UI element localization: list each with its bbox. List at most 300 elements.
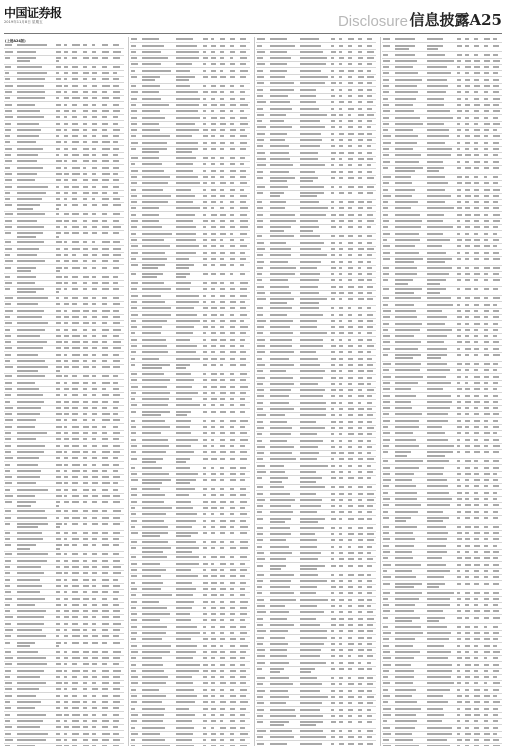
table-cell bbox=[348, 345, 353, 347]
table-cell bbox=[83, 438, 87, 440]
table-cell bbox=[17, 623, 44, 625]
table-cell bbox=[493, 592, 499, 594]
table-cell bbox=[142, 482, 162, 484]
table-cell bbox=[331, 63, 334, 65]
table-cell bbox=[211, 38, 214, 40]
table-cell bbox=[64, 720, 67, 722]
table-cell bbox=[142, 645, 171, 647]
table-cell bbox=[270, 242, 286, 244]
table-cell bbox=[484, 576, 488, 578]
table-cell bbox=[358, 133, 364, 135]
table-cell bbox=[211, 626, 215, 628]
table-cell bbox=[348, 332, 353, 334]
table-cell bbox=[72, 303, 77, 305]
table-cell bbox=[395, 167, 423, 169]
table-cell bbox=[5, 604, 10, 606]
table-cell bbox=[257, 133, 265, 135]
table-cell bbox=[465, 645, 470, 647]
table-cell bbox=[240, 720, 245, 722]
table-cell bbox=[203, 547, 207, 549]
table-cell bbox=[102, 123, 108, 125]
table-cell bbox=[5, 470, 10, 472]
table-cell bbox=[358, 45, 362, 47]
table-cell bbox=[367, 649, 372, 651]
table-cell bbox=[465, 638, 470, 640]
table-cell bbox=[465, 38, 469, 40]
table-cell bbox=[211, 117, 217, 119]
table-cell bbox=[56, 370, 60, 372]
table-cell bbox=[395, 323, 422, 325]
table-cell bbox=[270, 599, 296, 601]
table-cell bbox=[211, 582, 217, 584]
table-cell bbox=[113, 78, 119, 80]
table-cell bbox=[211, 195, 216, 197]
table-cell bbox=[176, 520, 196, 522]
table-cell bbox=[474, 682, 478, 684]
table-cell bbox=[427, 279, 446, 281]
table-cell bbox=[465, 504, 471, 506]
table-cell bbox=[383, 117, 389, 119]
table-cell bbox=[64, 66, 68, 68]
table-cell bbox=[427, 532, 448, 534]
table-cell bbox=[240, 332, 246, 334]
table-cell bbox=[131, 619, 137, 621]
table-cell bbox=[220, 733, 224, 735]
table-cell bbox=[92, 510, 98, 512]
table-cell bbox=[230, 38, 235, 40]
table-cell bbox=[220, 501, 226, 503]
table-cell bbox=[176, 201, 193, 203]
table-cell bbox=[203, 104, 207, 106]
table-cell bbox=[64, 310, 67, 312]
table-cell bbox=[17, 733, 48, 735]
table-cell bbox=[493, 297, 500, 299]
table-cell bbox=[270, 624, 294, 626]
table-cell bbox=[92, 517, 97, 519]
table-cell bbox=[220, 76, 226, 78]
table-cell bbox=[142, 701, 162, 703]
table-cell bbox=[395, 357, 413, 359]
table-cell bbox=[240, 541, 248, 543]
table-row bbox=[4, 265, 124, 274]
table-cell bbox=[348, 51, 352, 53]
table-cell bbox=[83, 407, 88, 409]
table-cell bbox=[83, 360, 87, 362]
table-cell bbox=[358, 518, 364, 520]
table-cell bbox=[395, 592, 422, 594]
table-cell bbox=[17, 388, 39, 390]
table-cell bbox=[72, 382, 79, 384]
table-cell bbox=[367, 242, 372, 244]
table-cell bbox=[484, 233, 488, 235]
table-cell bbox=[457, 592, 460, 594]
table-cell bbox=[203, 157, 208, 159]
table-cell bbox=[5, 316, 10, 318]
table-cell bbox=[300, 76, 328, 78]
table-cell bbox=[203, 420, 206, 422]
table-cell bbox=[176, 575, 198, 577]
table-cell bbox=[113, 226, 121, 228]
table-cell bbox=[270, 505, 291, 507]
table-cell bbox=[331, 370, 336, 372]
table-cell bbox=[300, 721, 323, 723]
table-cell bbox=[83, 66, 87, 68]
table-cell bbox=[203, 670, 208, 672]
table-cell bbox=[457, 220, 460, 222]
table-cell bbox=[64, 341, 68, 343]
table-cell bbox=[358, 736, 362, 738]
table-cell bbox=[358, 171, 362, 173]
table-cell bbox=[474, 273, 480, 275]
table-cell bbox=[474, 604, 478, 606]
table-cell bbox=[257, 662, 265, 664]
table-cell bbox=[211, 420, 215, 422]
table-cell bbox=[270, 618, 287, 620]
table-cell bbox=[72, 57, 77, 59]
table-cell bbox=[367, 643, 372, 645]
table-cell bbox=[220, 520, 226, 522]
table-cell bbox=[203, 745, 206, 746]
table-cell bbox=[484, 388, 488, 390]
table-row bbox=[4, 744, 124, 746]
table-cell bbox=[358, 696, 362, 698]
table-cell bbox=[383, 664, 391, 666]
table-cell bbox=[383, 135, 391, 137]
table-cell bbox=[300, 568, 317, 570]
table-cell bbox=[484, 617, 489, 619]
table-cell bbox=[17, 116, 44, 118]
table-cell bbox=[383, 60, 390, 62]
table-cell bbox=[72, 360, 79, 362]
table-cell bbox=[56, 676, 60, 678]
table-cell bbox=[257, 533, 263, 535]
table-cell bbox=[5, 489, 10, 491]
table-cell bbox=[220, 282, 224, 284]
table-cell bbox=[211, 541, 216, 543]
table-cell bbox=[64, 51, 68, 53]
table-cell bbox=[383, 388, 390, 390]
table-cell bbox=[211, 689, 215, 691]
table-cell bbox=[83, 388, 87, 390]
table-cell bbox=[427, 467, 444, 469]
table-cell bbox=[113, 701, 120, 703]
table-cell bbox=[484, 682, 487, 684]
table-cell bbox=[220, 182, 226, 184]
table-cell bbox=[493, 279, 500, 281]
table-cell bbox=[72, 510, 78, 512]
table-cell bbox=[92, 382, 96, 384]
table-cell bbox=[102, 288, 109, 290]
table-cell bbox=[5, 354, 11, 356]
table-cell bbox=[257, 326, 264, 328]
table-cell bbox=[395, 220, 422, 222]
table-cell bbox=[64, 154, 68, 156]
table-cell bbox=[211, 458, 217, 460]
table-cell bbox=[331, 511, 335, 513]
table-cell bbox=[484, 532, 489, 534]
table-cell bbox=[5, 57, 10, 59]
table-cell bbox=[348, 690, 352, 692]
table-cell bbox=[457, 473, 461, 475]
table-row bbox=[256, 741, 376, 746]
table-cell bbox=[83, 179, 88, 181]
table-cell bbox=[64, 116, 67, 118]
table-cell bbox=[142, 214, 159, 216]
table-cell bbox=[142, 494, 165, 496]
table-cell bbox=[493, 492, 497, 494]
table-cell bbox=[5, 517, 11, 519]
table-cell bbox=[493, 695, 497, 697]
table-cell bbox=[17, 629, 42, 631]
table-cell bbox=[113, 66, 120, 68]
table-cell bbox=[72, 316, 79, 318]
table-row bbox=[256, 176, 376, 185]
table-cell bbox=[331, 307, 334, 309]
table-cell bbox=[72, 432, 79, 434]
table-cell bbox=[203, 70, 206, 72]
table-cell bbox=[83, 354, 88, 356]
table-cell bbox=[113, 635, 119, 637]
table-cell bbox=[457, 526, 461, 528]
table-cell bbox=[102, 407, 107, 409]
table-cell bbox=[102, 148, 110, 150]
table-cell bbox=[484, 189, 490, 191]
table-cell bbox=[367, 586, 372, 588]
table-cell bbox=[331, 452, 336, 454]
table-cell bbox=[72, 154, 79, 156]
table-cell bbox=[300, 471, 316, 473]
table-cell bbox=[395, 201, 418, 203]
table-cell bbox=[331, 546, 334, 548]
table-cell bbox=[102, 78, 109, 80]
table-cell bbox=[142, 201, 168, 203]
table-cell bbox=[83, 72, 89, 74]
table-cell bbox=[240, 239, 244, 241]
table-cell bbox=[270, 696, 289, 698]
table-cell bbox=[427, 258, 452, 260]
table-cell bbox=[257, 261, 264, 263]
table-cell bbox=[211, 295, 215, 297]
table-cell bbox=[176, 664, 200, 666]
table-cell bbox=[474, 545, 480, 547]
table-cell bbox=[203, 295, 206, 297]
table-cell bbox=[457, 316, 462, 318]
table-cell bbox=[465, 176, 469, 178]
section-title-cn-text: 信息披露 bbox=[409, 11, 470, 29]
newspaper-logo: 中国证券报 bbox=[4, 6, 62, 20]
table-cell bbox=[64, 72, 68, 74]
table-cell bbox=[474, 401, 480, 403]
table-cell bbox=[64, 438, 69, 440]
table-cell bbox=[56, 213, 59, 215]
table-cell bbox=[257, 351, 265, 353]
table-cell bbox=[203, 739, 206, 741]
table-cell bbox=[427, 201, 445, 203]
table-cell bbox=[5, 598, 12, 600]
table-cell bbox=[131, 189, 136, 191]
table-cell bbox=[83, 426, 89, 428]
table-cell bbox=[5, 726, 12, 728]
table-cell bbox=[358, 345, 362, 347]
table-cell bbox=[83, 44, 87, 46]
table-cell bbox=[358, 599, 364, 601]
table-cell bbox=[427, 348, 447, 350]
table-cell bbox=[230, 163, 235, 165]
table-cell bbox=[83, 544, 88, 546]
table-cell bbox=[211, 720, 216, 722]
table-cell bbox=[113, 510, 121, 512]
table-cell bbox=[457, 439, 460, 441]
table-cell bbox=[113, 438, 119, 440]
table-cell bbox=[83, 198, 87, 200]
table-cell bbox=[358, 164, 362, 166]
table-cell bbox=[457, 714, 460, 716]
table-cell bbox=[142, 507, 172, 509]
table-cell bbox=[113, 610, 120, 612]
table-cell bbox=[113, 464, 119, 466]
table-cell bbox=[493, 72, 498, 74]
table-cell bbox=[331, 518, 336, 520]
table-cell bbox=[211, 373, 217, 375]
table-cell bbox=[484, 123, 490, 125]
table-cell bbox=[92, 213, 96, 215]
table-cell bbox=[64, 489, 68, 491]
table-cell bbox=[395, 733, 412, 735]
table-cell bbox=[142, 601, 159, 603]
table-cell bbox=[92, 598, 96, 600]
table-cell bbox=[72, 616, 78, 618]
table-cell bbox=[113, 267, 119, 269]
table-cell bbox=[465, 304, 469, 306]
table-cell bbox=[131, 182, 137, 184]
table-cell bbox=[348, 605, 352, 607]
table-cell bbox=[339, 527, 342, 529]
table-cell bbox=[220, 651, 225, 653]
table-cell bbox=[176, 195, 195, 197]
table-cell bbox=[203, 613, 207, 615]
table-cell bbox=[270, 76, 285, 78]
table-cell bbox=[300, 671, 311, 673]
table-cell bbox=[457, 66, 460, 68]
table-cell bbox=[142, 541, 168, 543]
table-row bbox=[382, 287, 502, 296]
table-cell bbox=[300, 192, 324, 194]
table-cell bbox=[427, 570, 450, 572]
table-cell bbox=[300, 320, 317, 322]
table-cell bbox=[457, 376, 461, 378]
table-cell bbox=[383, 676, 388, 678]
table-cell bbox=[493, 557, 498, 559]
table-cell bbox=[331, 465, 335, 467]
table-cell bbox=[457, 79, 461, 81]
table-cell bbox=[300, 51, 323, 53]
table-cell bbox=[5, 651, 11, 653]
table-cell bbox=[203, 358, 208, 360]
table-cell bbox=[270, 715, 296, 717]
table-cell bbox=[176, 526, 192, 528]
table-cell bbox=[230, 201, 234, 203]
table-cell bbox=[395, 85, 417, 87]
table-cell bbox=[257, 201, 262, 203]
table-cell bbox=[257, 452, 264, 454]
table-cell bbox=[131, 51, 136, 53]
table-cell bbox=[102, 489, 108, 491]
table-cell bbox=[211, 676, 215, 678]
table-cell bbox=[56, 523, 62, 525]
table-cell bbox=[367, 709, 371, 711]
table-cell bbox=[257, 152, 265, 154]
table-cell bbox=[83, 297, 88, 299]
table-cell bbox=[474, 657, 478, 659]
table-cell bbox=[270, 736, 294, 738]
table-cell bbox=[484, 135, 488, 137]
table-cell bbox=[474, 214, 480, 216]
table-cell bbox=[203, 563, 208, 565]
table-cell bbox=[5, 663, 12, 665]
table-cell bbox=[348, 273, 352, 275]
table-cell bbox=[465, 388, 470, 390]
table-cell bbox=[102, 553, 108, 555]
table-cell bbox=[257, 433, 262, 435]
table-cell bbox=[64, 129, 67, 131]
table-cell bbox=[493, 376, 499, 378]
table-cell bbox=[5, 148, 12, 150]
table-cell bbox=[339, 370, 342, 372]
table-cell bbox=[220, 307, 225, 309]
table-cell bbox=[484, 220, 489, 222]
table-cell bbox=[331, 298, 335, 300]
table-cell bbox=[465, 354, 469, 356]
table-cell bbox=[131, 451, 136, 453]
table-cell bbox=[367, 139, 372, 141]
table-cell bbox=[257, 248, 265, 250]
table-cell bbox=[300, 139, 322, 141]
table-cell bbox=[56, 616, 60, 618]
table-cell bbox=[484, 733, 490, 735]
table-cell bbox=[220, 701, 226, 703]
table-cell bbox=[474, 664, 479, 666]
table-cell bbox=[176, 45, 197, 47]
table-row bbox=[4, 543, 124, 552]
table-cell bbox=[113, 360, 120, 362]
table-cell bbox=[300, 715, 323, 717]
table-cell bbox=[457, 279, 461, 281]
table-cell bbox=[358, 158, 364, 160]
table-cell bbox=[102, 167, 109, 169]
table-cell bbox=[484, 598, 489, 600]
table-cell bbox=[92, 532, 98, 534]
table-cell bbox=[17, 604, 35, 606]
table-cell bbox=[427, 657, 448, 659]
table-cell bbox=[383, 79, 389, 81]
table-cell bbox=[270, 370, 286, 372]
table-cell bbox=[339, 351, 343, 353]
table-cell bbox=[257, 220, 263, 222]
table-cell bbox=[270, 465, 284, 467]
table-cell bbox=[331, 279, 335, 281]
table-cell bbox=[395, 245, 415, 247]
table-cell bbox=[102, 714, 107, 716]
table-cell bbox=[474, 267, 479, 269]
table-cell bbox=[220, 364, 223, 366]
table-cell bbox=[257, 546, 262, 548]
table-cell bbox=[348, 662, 354, 664]
table-cell bbox=[484, 689, 488, 691]
table-cell bbox=[427, 54, 445, 56]
table-cell bbox=[203, 364, 207, 366]
column-divider bbox=[254, 37, 255, 746]
table-cell bbox=[348, 493, 352, 495]
